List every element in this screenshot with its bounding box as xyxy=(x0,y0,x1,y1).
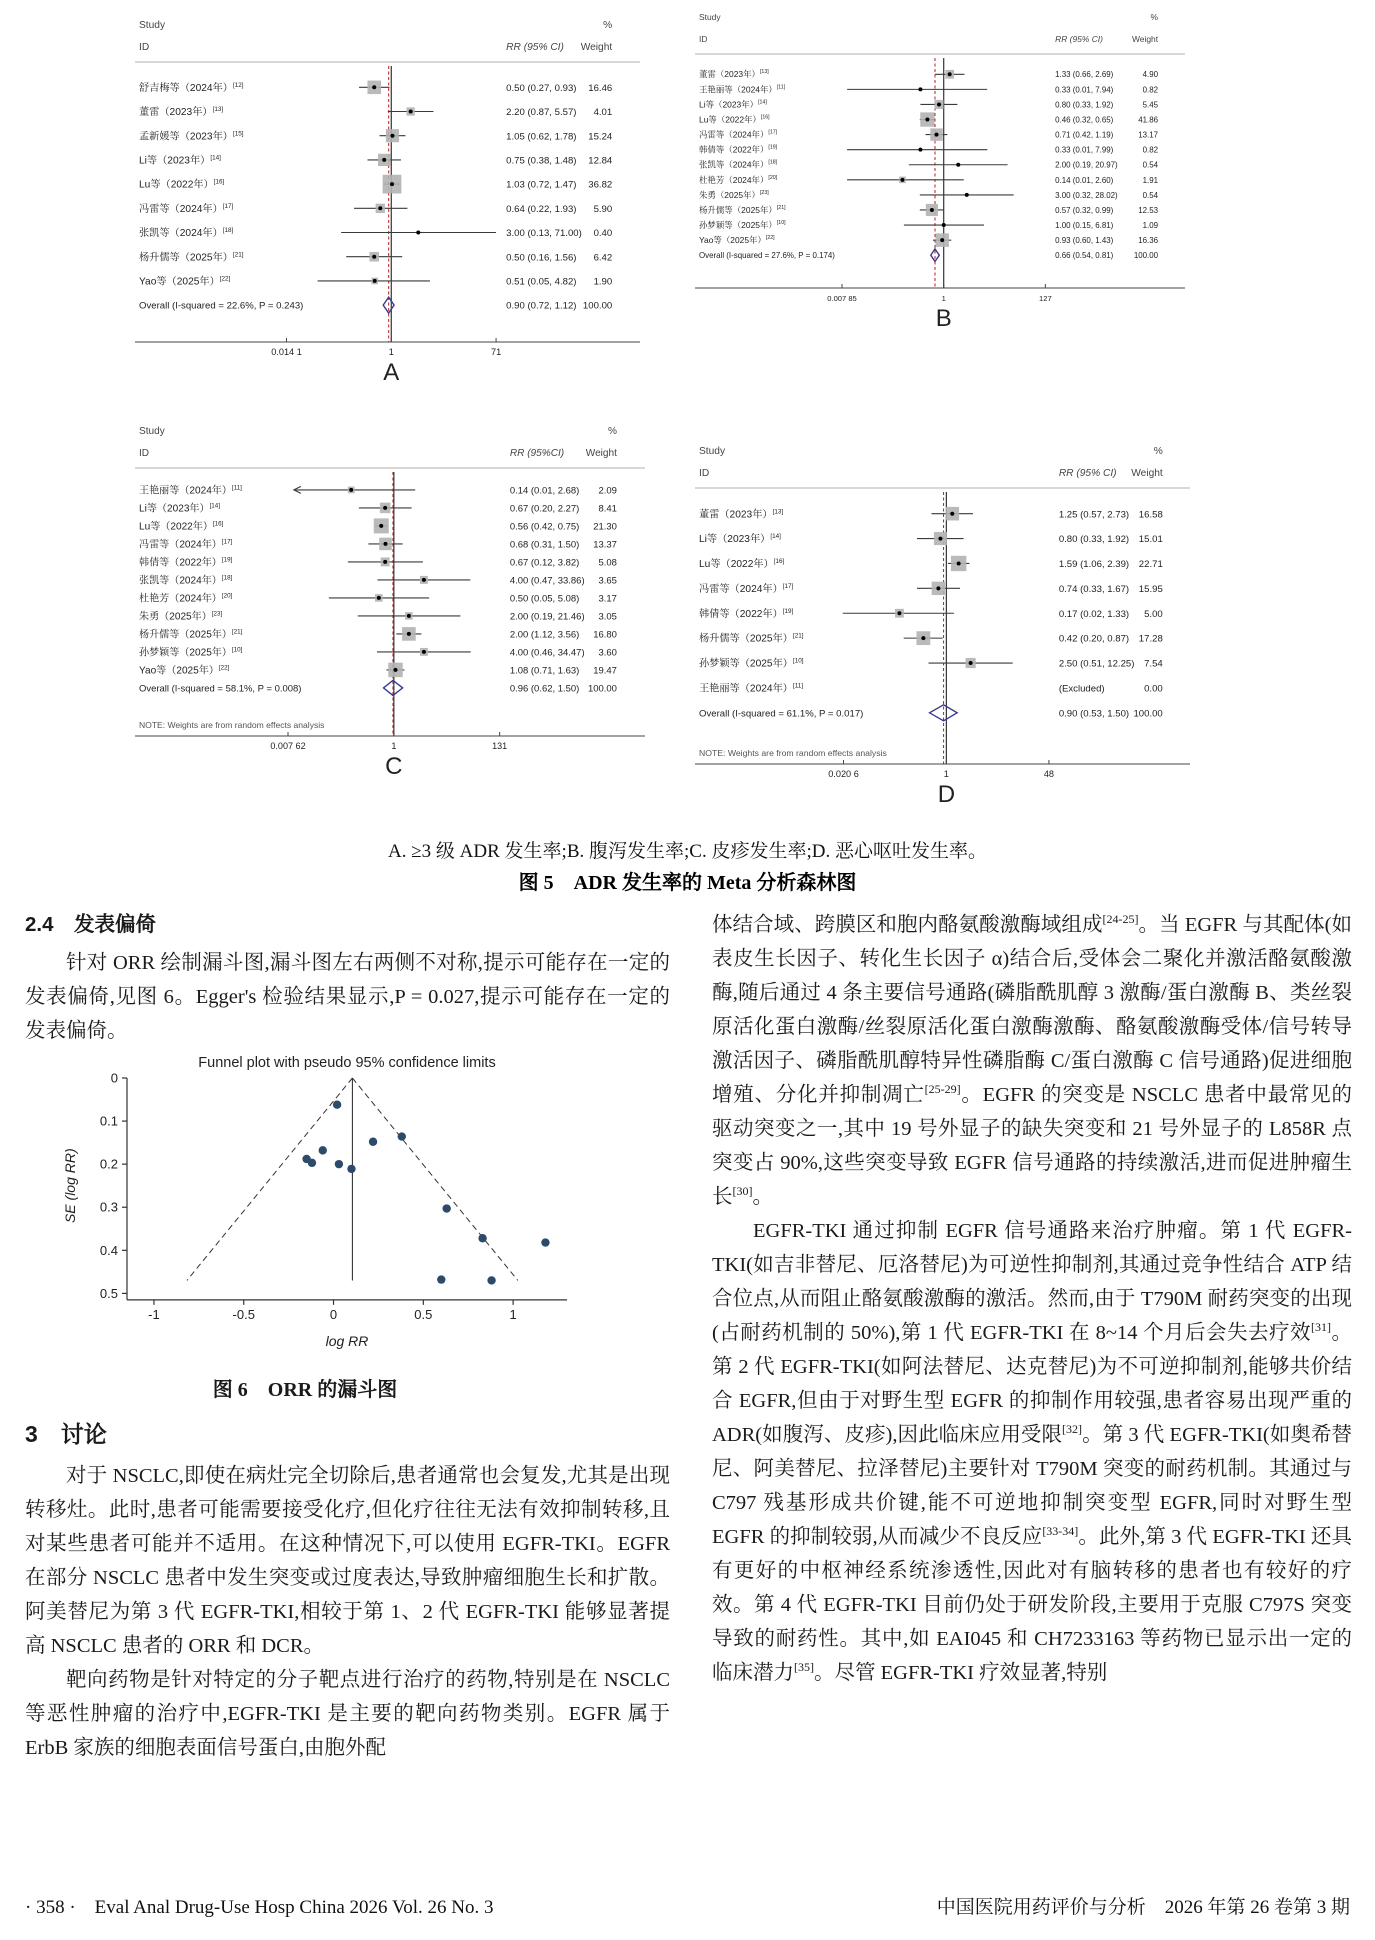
svg-text:0.00: 0.00 xyxy=(1144,683,1163,695)
svg-text:1.08 (0.71, 1.63): 1.08 (0.71, 1.63) xyxy=(509,665,580,677)
svg-text:12.53: 12.53 xyxy=(1138,205,1159,215)
svg-text:13.37: 13.37 xyxy=(593,539,617,551)
svg-text:19.47: 19.47 xyxy=(593,665,617,677)
forest-plot-d xyxy=(695,438,1190,806)
svg-text:5.45: 5.45 xyxy=(1142,100,1159,110)
svg-text:Yao等（2025年）[22]: Yao等（2025年）[22] xyxy=(699,235,775,246)
svg-text:1.90: 1.90 xyxy=(593,276,613,288)
svg-text:Overall (I-squared = 58.1%, P: Overall (I-squared = 58.1%, P = 0.008) xyxy=(139,683,302,695)
svg-text:3.60: 3.60 xyxy=(598,647,617,659)
svg-text:Weight: Weight xyxy=(1131,468,1163,479)
svg-text:A: A xyxy=(383,359,400,384)
svg-text:16.46: 16.46 xyxy=(588,82,613,94)
forest-plot-b xyxy=(695,4,1185,330)
svg-text:Study: Study xyxy=(699,446,726,457)
svg-text:12.84: 12.84 xyxy=(588,155,613,167)
svg-text:1.59 (1.06, 2.39): 1.59 (1.06, 2.39) xyxy=(1058,559,1130,571)
svg-text:4.01: 4.01 xyxy=(593,107,613,119)
svg-text:Li等（2023年）[14]: Li等（2023年）[14] xyxy=(699,99,767,110)
svg-text:1.00 (0.15, 6.81): 1.00 (0.15, 6.81) xyxy=(1055,221,1114,231)
svg-text:15.95: 15.95 xyxy=(1138,583,1163,595)
svg-text:0.67 (0.12, 3.82): 0.67 (0.12, 3.82) xyxy=(509,557,580,569)
svg-text:0.014 1: 0.014 1 xyxy=(271,347,302,357)
svg-text:ID: ID xyxy=(139,42,150,53)
svg-text:0.33 (0.01, 7.94): 0.33 (0.01, 7.94) xyxy=(1055,85,1114,95)
svg-text:Lu等（2022年）[16]: Lu等（2022年）[16] xyxy=(699,114,770,125)
svg-text:-1: -1 xyxy=(148,1306,160,1322)
svg-text:舒吉梅等（2024年）[12]: 舒吉梅等（2024年）[12] xyxy=(139,81,244,94)
svg-text:Overall (I-squared = 22.6%, P: Overall (I-squared = 22.6%, P = 0.243) xyxy=(139,300,304,312)
svg-text:0.007 85: 0.007 85 xyxy=(827,294,857,303)
svg-text:杨升儒等（2025年）[21]: 杨升儒等（2025年）[21] xyxy=(139,251,244,264)
svg-text:0.4: 0.4 xyxy=(99,1242,118,1258)
svg-text:张凯等（2024年）[18]: 张凯等（2024年）[18] xyxy=(699,159,778,170)
svg-text:15.01: 15.01 xyxy=(1138,534,1163,546)
svg-text:7.54: 7.54 xyxy=(1144,658,1163,670)
svg-text:4.00 (0.46, 34.47): 4.00 (0.46, 34.47) xyxy=(509,647,585,659)
svg-text:(Excluded): (Excluded) xyxy=(1058,683,1105,695)
svg-text:韩倩等（2022年）[19]: 韩倩等（2022年）[19] xyxy=(699,144,778,155)
svg-text:0.82: 0.82 xyxy=(1142,145,1159,155)
svg-text:0.54: 0.54 xyxy=(1142,190,1159,200)
discussion-paragraph-1: 对于 NSCLC,即使在病灶完全切除后,患者通常也会复发,尤其是出现转移灶。此时,患者可能需要接受化疗,但化疗往往无法有效抑制转移,且对某些患者可能并不适用。在这种情况下,可以使用 EGFR-TKI。EGFR 在部分 NSCLC 患者中发生突变或过度表达,导致肿瘤细胞生长和扩散。阿美替尼为第 3 代 EGFR-TKI,相较于第 1、2 代 EGFR-TKI 能够显著提高 NSCLC 患者的 ORR 和 DCR。 xyxy=(25,1465,670,1657)
discussion-paragraph-3: 体结合域、跨膜区和胞内酪氨酸激酶域组成[24-25]。当 EGFR 与其配体(如表皮生长因子、转化生长因子 α)结合后,受体会二聚化并激活酪氨酸激酶,随后通过 4 条主要信号通路(磷脂酰肌醇 3 激酶/蛋白激酶 B、类丝裂原活化蛋白激酶/丝裂原活化蛋白激酶激酶、酪氨酸激酶受体/信号转导激活因子、磷脂酰肌醇特异性磷脂酶 C/蛋白激酶 C 信号通路)促进细胞增殖、分化并抑制凋亡[25-29]。EGFR 的突变是 NSCLC 患者中最常见的驱动突变之一,其中 19 号外显子的缺失突变和 21 号外显子的 L858R 点突变占 90%,这些突变导致 EGFR 信号通路的持续激活,进而促进肿瘤生长[30]。 xyxy=(712,912,1353,1208)
svg-text:杨升儒等（2025年）[21]: 杨升儒等（2025年）[21] xyxy=(699,632,804,645)
svg-text:Yao等（2025年）[22]: Yao等（2025年）[22] xyxy=(139,275,231,288)
forest-plot-c xyxy=(135,418,645,778)
svg-text:孙梦颖等（2025年）[10]: 孙梦颖等（2025年）[10] xyxy=(139,646,243,659)
svg-text:Lu等（2022年）[16]: Lu等（2022年）[16] xyxy=(139,520,224,533)
svg-text:朱勇（2025年）[23]: 朱勇（2025年）[23] xyxy=(699,189,769,200)
svg-text:王艳丽等（2024年）[11]: 王艳丽等（2024年）[11] xyxy=(699,84,786,95)
svg-text:71: 71 xyxy=(490,347,502,357)
svg-text:Weight: Weight xyxy=(585,448,617,459)
svg-text:3.65: 3.65 xyxy=(598,575,617,587)
svg-text:5.08: 5.08 xyxy=(598,557,617,569)
svg-text:2.20 (0.87, 5.57): 2.20 (0.87, 5.57) xyxy=(506,107,577,119)
svg-text:0.40: 0.40 xyxy=(593,228,613,240)
svg-text:Li等（2023年）[14]: Li等（2023年）[14] xyxy=(699,533,781,546)
svg-text:RR (95% CI): RR (95% CI) xyxy=(1055,34,1103,44)
svg-text:21.30: 21.30 xyxy=(593,521,617,533)
svg-text:41.86: 41.86 xyxy=(1138,115,1159,125)
svg-text:log RR: log RR xyxy=(325,1333,369,1349)
svg-text:ID: ID xyxy=(699,34,708,44)
svg-text:0.50 (0.16, 1.56): 0.50 (0.16, 1.56) xyxy=(506,252,577,264)
funnel-plot xyxy=(61,1052,581,1352)
svg-text:6.42: 6.42 xyxy=(593,252,613,264)
svg-text:0.80 (0.33, 1.92): 0.80 (0.33, 1.92) xyxy=(1058,534,1130,546)
svg-text:NOTE: Weights are from random: NOTE: Weights are from random effects analysis xyxy=(139,720,325,730)
section-3-heading: 3 讨论 xyxy=(25,1421,107,1447)
svg-text:2.09: 2.09 xyxy=(598,485,617,497)
svg-text:0.90 (0.72, 1.12): 0.90 (0.72, 1.12) xyxy=(506,300,577,312)
svg-text:0.80 (0.33, 1.92): 0.80 (0.33, 1.92) xyxy=(1055,100,1114,110)
svg-text:131: 131 xyxy=(492,741,508,751)
svg-text:王艳丽等（2024年）[11]: 王艳丽等（2024年）[11] xyxy=(139,484,242,497)
svg-text:0.90 (0.53, 1.50): 0.90 (0.53, 1.50) xyxy=(1058,708,1130,720)
svg-text:0.5: 0.5 xyxy=(99,1285,118,1301)
svg-text:王艳丽等（2024年）[11]: 王艳丽等（2024年）[11] xyxy=(699,682,804,695)
svg-text:RR (95%CI): RR (95%CI) xyxy=(509,448,565,459)
svg-text:1: 1 xyxy=(509,1306,517,1322)
discussion-paragraph-4: EGFR-TKI 通过抑制 EGFR 信号通路来治疗肿瘤。第 1 代 EGFR-TKI(如吉非替尼、厄洛替尼)为可逆性抑制剂,其通过竞争性结合 ATP 结合位点,从而阻止酪氨酸激酶的激活。然而,由于 T790M 耐药突变的出现(占耐药机制的 50%),第 1 代 EGFR-TKI 在 8~14 个月后会失去疗效[31]。第 2 代 EGFR-TKI(如阿法替尼、达克替尼)为不可逆抑制剂,能够共价结合 EGFR,但由于对野生型 EGFR 的抑制作用较强,患者容易出现严重的 ADR(如腹泻、皮疹),因此临床应用受限[32]。第 3 代 EGFR-TKI(如奥希替尼、阿美替尼、拉泽替尼)主要针对 T790M 突变的耐药机制。其通过与 C797 残基形成共价键,能不可逆地抑制突变型 EGFR,同时对野生型 EGFR 的抑制较弱,从而减少不良反应[33-34]。此外,第 3 代 EGFR-TKI 还具有更好的中枢神经系统渗透性,因此对有脑转移的患者也有较好的疗效。第 4 代 EGFR-TKI 目前仍处于研发阶段,主要用于克服 C797S 突变导致的耐药性。其中,如 EAI045 和 CH7233163 等药物已显示出一定的临床潜力[35]。尽管 EGFR-TKI 疗效显著,特别 xyxy=(712,1220,1353,1684)
svg-text:%: % xyxy=(607,426,617,437)
svg-text:杨升儒等（2025年）[21]: 杨升儒等（2025年）[21] xyxy=(699,204,786,215)
svg-text:100.00: 100.00 xyxy=(587,683,617,695)
svg-text:0: 0 xyxy=(329,1306,338,1322)
figure5-legend: A. ≥3 级 ADR 发生率;B. 腹泻发生率;C. 皮疹发生率;D. 恶心呕吐发生率。 xyxy=(388,841,987,862)
svg-text:100.00: 100.00 xyxy=(1133,251,1159,261)
svg-text:1: 1 xyxy=(943,769,949,779)
svg-text:1.33 (0.66, 2.69): 1.33 (0.66, 2.69) xyxy=(1055,70,1114,80)
svg-text:15.24: 15.24 xyxy=(588,131,613,143)
svg-text:0.2: 0.2 xyxy=(99,1156,118,1172)
svg-text:36.82: 36.82 xyxy=(588,179,613,191)
svg-text:Overall (I-squared = 27.6%, P: Overall (I-squared = 27.6%, P = 0.174) xyxy=(699,251,835,261)
svg-text:0.14 (0.01, 2.68): 0.14 (0.01, 2.68) xyxy=(509,485,580,497)
svg-text:董雷（2023年）[13]: 董雷（2023年）[13] xyxy=(699,69,769,80)
svg-text:17.28: 17.28 xyxy=(1138,633,1163,645)
svg-text:100.00: 100.00 xyxy=(582,300,613,312)
svg-text:22.71: 22.71 xyxy=(1138,559,1163,571)
svg-text:0.56 (0.42, 0.75): 0.56 (0.42, 0.75) xyxy=(509,521,580,533)
svg-text:0.42 (0.20, 0.87): 0.42 (0.20, 0.87) xyxy=(1058,633,1130,645)
svg-text:16.36: 16.36 xyxy=(1138,236,1159,246)
svg-text:0.66 (0.54, 0.81): 0.66 (0.54, 0.81) xyxy=(1055,251,1114,261)
svg-text:1.05 (0.62, 1.78): 1.05 (0.62, 1.78) xyxy=(506,131,577,143)
svg-text:Funnel plot with pseudo 95% co: Funnel plot with pseudo 95% confidence limits xyxy=(198,1055,496,1071)
svg-text:0.14 (0.01, 2.60): 0.14 (0.01, 2.60) xyxy=(1055,175,1114,185)
svg-text:杨升儒等（2025年）[21]: 杨升儒等（2025年）[21] xyxy=(139,628,243,641)
svg-text:Study: Study xyxy=(139,426,165,437)
svg-text:%: % xyxy=(1150,12,1159,22)
svg-text:0.82: 0.82 xyxy=(1142,85,1159,95)
svg-text:0.50 (0.27, 0.93): 0.50 (0.27, 0.93) xyxy=(506,82,577,94)
svg-text:13.17: 13.17 xyxy=(1138,130,1159,140)
svg-text:2.00 (0.19, 20.97): 2.00 (0.19, 20.97) xyxy=(1055,160,1118,170)
page-footer xyxy=(25,1892,1350,1919)
svg-text:孙梦颖等（2025年）[10]: 孙梦颖等（2025年）[10] xyxy=(699,220,786,231)
svg-text:朱勇（2025年）[23]: 朱勇（2025年）[23] xyxy=(139,610,223,623)
footer-right: 中国医院用药评价与分析 2026 年第 26 卷第 3 期 xyxy=(936,1897,1350,1918)
svg-text:孙梦颖等（2025年）[10]: 孙梦颖等（2025年）[10] xyxy=(699,657,804,670)
svg-text:冯雷等（2024年）[17]: 冯雷等（2024年）[17] xyxy=(139,202,234,215)
svg-text:3.00 (0.13, 71.00): 3.00 (0.13, 71.00) xyxy=(506,228,582,240)
svg-text:NOTE: Weights are from random: NOTE: Weights are from random effects analysis xyxy=(699,748,887,758)
section-2-4-heading: 2.4 发表偏倚 xyxy=(25,913,156,936)
svg-text:127: 127 xyxy=(1039,294,1052,303)
svg-text:4.90: 4.90 xyxy=(1142,70,1159,80)
svg-text:1: 1 xyxy=(391,741,397,751)
svg-text:0.64 (0.22, 1.93): 0.64 (0.22, 1.93) xyxy=(506,203,577,215)
svg-text:1.91: 1.91 xyxy=(1142,175,1159,185)
svg-text:Li等（2023年）[14]: Li等（2023年）[14] xyxy=(139,502,220,515)
svg-text:0.51 (0.05, 4.82): 0.51 (0.05, 4.82) xyxy=(506,276,577,288)
svg-text:0.3: 0.3 xyxy=(99,1199,118,1215)
svg-text:董雷（2023年）[13]: 董雷（2023年）[13] xyxy=(139,106,224,119)
svg-text:ID: ID xyxy=(699,468,710,479)
svg-text:5.00: 5.00 xyxy=(1144,608,1163,620)
svg-text:0.54: 0.54 xyxy=(1142,160,1159,170)
svg-text:8.41: 8.41 xyxy=(598,503,617,515)
svg-text:16.58: 16.58 xyxy=(1138,509,1163,521)
svg-text:孟新媛等（2023年）[15]: 孟新媛等（2023年）[15] xyxy=(139,130,244,143)
svg-text:0.75 (0.38, 1.48): 0.75 (0.38, 1.48) xyxy=(506,155,577,167)
svg-text:0.17 (0.02, 1.33): 0.17 (0.02, 1.33) xyxy=(1058,608,1130,620)
svg-text:Lu等（2022年）[16]: Lu等（2022年）[16] xyxy=(139,178,225,191)
svg-text:0.57 (0.32, 0.99): 0.57 (0.32, 0.99) xyxy=(1055,205,1114,215)
svg-text:%: % xyxy=(1153,446,1163,457)
svg-text:Overall (I-squared = 61.1%, P: Overall (I-squared = 61.1%, P = 0.017) xyxy=(699,708,864,720)
svg-text:2.50 (0.51, 12.25): 2.50 (0.51, 12.25) xyxy=(1058,658,1135,670)
svg-text:1: 1 xyxy=(388,347,394,357)
svg-text:0.5: 0.5 xyxy=(414,1306,433,1322)
svg-text:Weight: Weight xyxy=(1131,34,1159,44)
footer-left: · 358 · Eval Anal Drug-Use Hosp China 2026 Vol. 26 No. 3 xyxy=(25,1897,494,1918)
left-column xyxy=(25,908,670,1765)
svg-text:3.05: 3.05 xyxy=(598,611,617,623)
forest-plot-a xyxy=(135,12,640,384)
svg-text:RR (95% CI): RR (95% CI) xyxy=(1058,468,1117,479)
svg-text:C: C xyxy=(385,753,403,778)
svg-text:RR (95% CI): RR (95% CI) xyxy=(506,42,564,53)
svg-text:1: 1 xyxy=(941,294,946,303)
svg-text:董雷（2023年）[13]: 董雷（2023年）[13] xyxy=(699,508,784,521)
svg-text:16.80: 16.80 xyxy=(593,629,617,641)
svg-text:3.00 (0.32, 28.02): 3.00 (0.32, 28.02) xyxy=(1055,190,1118,200)
svg-text:3.17: 3.17 xyxy=(598,593,617,605)
svg-text:4.00 (0.47, 33.86): 4.00 (0.47, 33.86) xyxy=(509,575,585,587)
svg-text:0.50 (0.05, 5.08): 0.50 (0.05, 5.08) xyxy=(509,593,580,605)
svg-text:100.00: 100.00 xyxy=(1133,708,1163,720)
right-column xyxy=(712,908,1352,1690)
svg-text:0.33 (0.01, 7.99): 0.33 (0.01, 7.99) xyxy=(1055,145,1114,155)
svg-text:0.46 (0.32, 0.65): 0.46 (0.32, 0.65) xyxy=(1055,115,1114,125)
svg-text:0.68 (0.31, 1.50): 0.68 (0.31, 1.50) xyxy=(509,539,580,551)
svg-text:Li等（2023年）[14]: Li等（2023年）[14] xyxy=(139,154,221,167)
svg-text:%: % xyxy=(603,20,613,31)
svg-text:张凯等（2024年）[18]: 张凯等（2024年）[18] xyxy=(139,574,233,587)
svg-text:0.007 62: 0.007 62 xyxy=(270,741,306,751)
svg-text:0.96 (0.62, 1.50): 0.96 (0.62, 1.50) xyxy=(509,683,580,695)
svg-text:-0.5: -0.5 xyxy=(232,1306,255,1322)
figure6-caption: 图 6 ORR 的漏斗图 xyxy=(212,1379,398,1401)
svg-text:杜艳芳（2024年）[20]: 杜艳芳（2024年）[20] xyxy=(699,174,778,185)
svg-text:Yao等（2025年）[22]: Yao等（2025年）[22] xyxy=(139,664,230,677)
svg-text:冯雷等（2024年）[17]: 冯雷等（2024年）[17] xyxy=(139,538,233,551)
svg-text:D: D xyxy=(937,781,956,806)
svg-text:ID: ID xyxy=(139,448,150,459)
svg-text:5.90: 5.90 xyxy=(593,203,613,215)
svg-text:0.020 6: 0.020 6 xyxy=(828,769,859,779)
svg-text:0.74 (0.33, 1.67): 0.74 (0.33, 1.67) xyxy=(1058,583,1130,595)
svg-text:冯雷等（2024年）[17]: 冯雷等（2024年）[17] xyxy=(699,129,778,140)
svg-text:B: B xyxy=(935,305,952,330)
svg-text:Lu等（2022年）[16]: Lu等（2022年）[16] xyxy=(699,558,785,571)
svg-text:韩倩等（2022年）[19]: 韩倩等（2022年）[19] xyxy=(139,556,233,569)
svg-text:0.67 (0.20, 2.27): 0.67 (0.20, 2.27) xyxy=(509,503,580,515)
svg-text:48: 48 xyxy=(1043,769,1055,779)
bias-paragraph: 针对 ORR 绘制漏斗图,漏斗图左右两侧不对称,提示可能存在一定的发表偏倚,见图 6。Egger's 检验结果显示,P = 0.027,提示可能存在一定的发表偏倚。 xyxy=(25,952,670,1042)
svg-text:韩倩等（2022年）[19]: 韩倩等（2022年）[19] xyxy=(699,607,794,620)
svg-text:杜艳芳（2024年）[20]: 杜艳芳（2024年）[20] xyxy=(139,592,233,605)
svg-text:0: 0 xyxy=(110,1070,118,1086)
figure6-funnel-plot xyxy=(61,1052,670,1363)
svg-text:1.25 (0.57, 2.73): 1.25 (0.57, 2.73) xyxy=(1058,509,1130,521)
svg-text:Study: Study xyxy=(699,12,721,22)
svg-text:1.09: 1.09 xyxy=(1142,221,1159,231)
svg-text:0.1: 0.1 xyxy=(99,1113,118,1129)
svg-text:1.03 (0.72, 1.47): 1.03 (0.72, 1.47) xyxy=(506,179,577,191)
svg-text:张凯等（2024年）[18]: 张凯等（2024年）[18] xyxy=(139,227,234,240)
svg-text:冯雷等（2024年）[17]: 冯雷等（2024年）[17] xyxy=(699,582,794,595)
svg-text:Weight: Weight xyxy=(580,42,613,53)
svg-text:0.71 (0.42, 1.19): 0.71 (0.42, 1.19) xyxy=(1055,130,1114,140)
svg-text:0.93 (0.60, 1.43): 0.93 (0.60, 1.43) xyxy=(1055,236,1114,246)
svg-text:2.00 (0.19, 21.46): 2.00 (0.19, 21.46) xyxy=(509,611,585,623)
svg-text:2.00 (1.12, 3.56): 2.00 (1.12, 3.56) xyxy=(509,629,580,641)
svg-text:SE (log RR): SE (log RR) xyxy=(62,1148,78,1224)
discussion-paragraph-2: 靶向药物是针对特定的分子靶点进行治疗的药物,特别是在 NSCLC 等恶性肿瘤的治疗中,EGFR-TKI 是主要的靶向药物类别。EGFR 属于 ErbB 家族的细胞表面信号蛋白,由胞外配 xyxy=(25,1669,670,1759)
figure5-caption: 图 5 ADR 发生率的 Meta 分析森林图 xyxy=(518,872,857,894)
svg-text:Study: Study xyxy=(139,20,166,31)
